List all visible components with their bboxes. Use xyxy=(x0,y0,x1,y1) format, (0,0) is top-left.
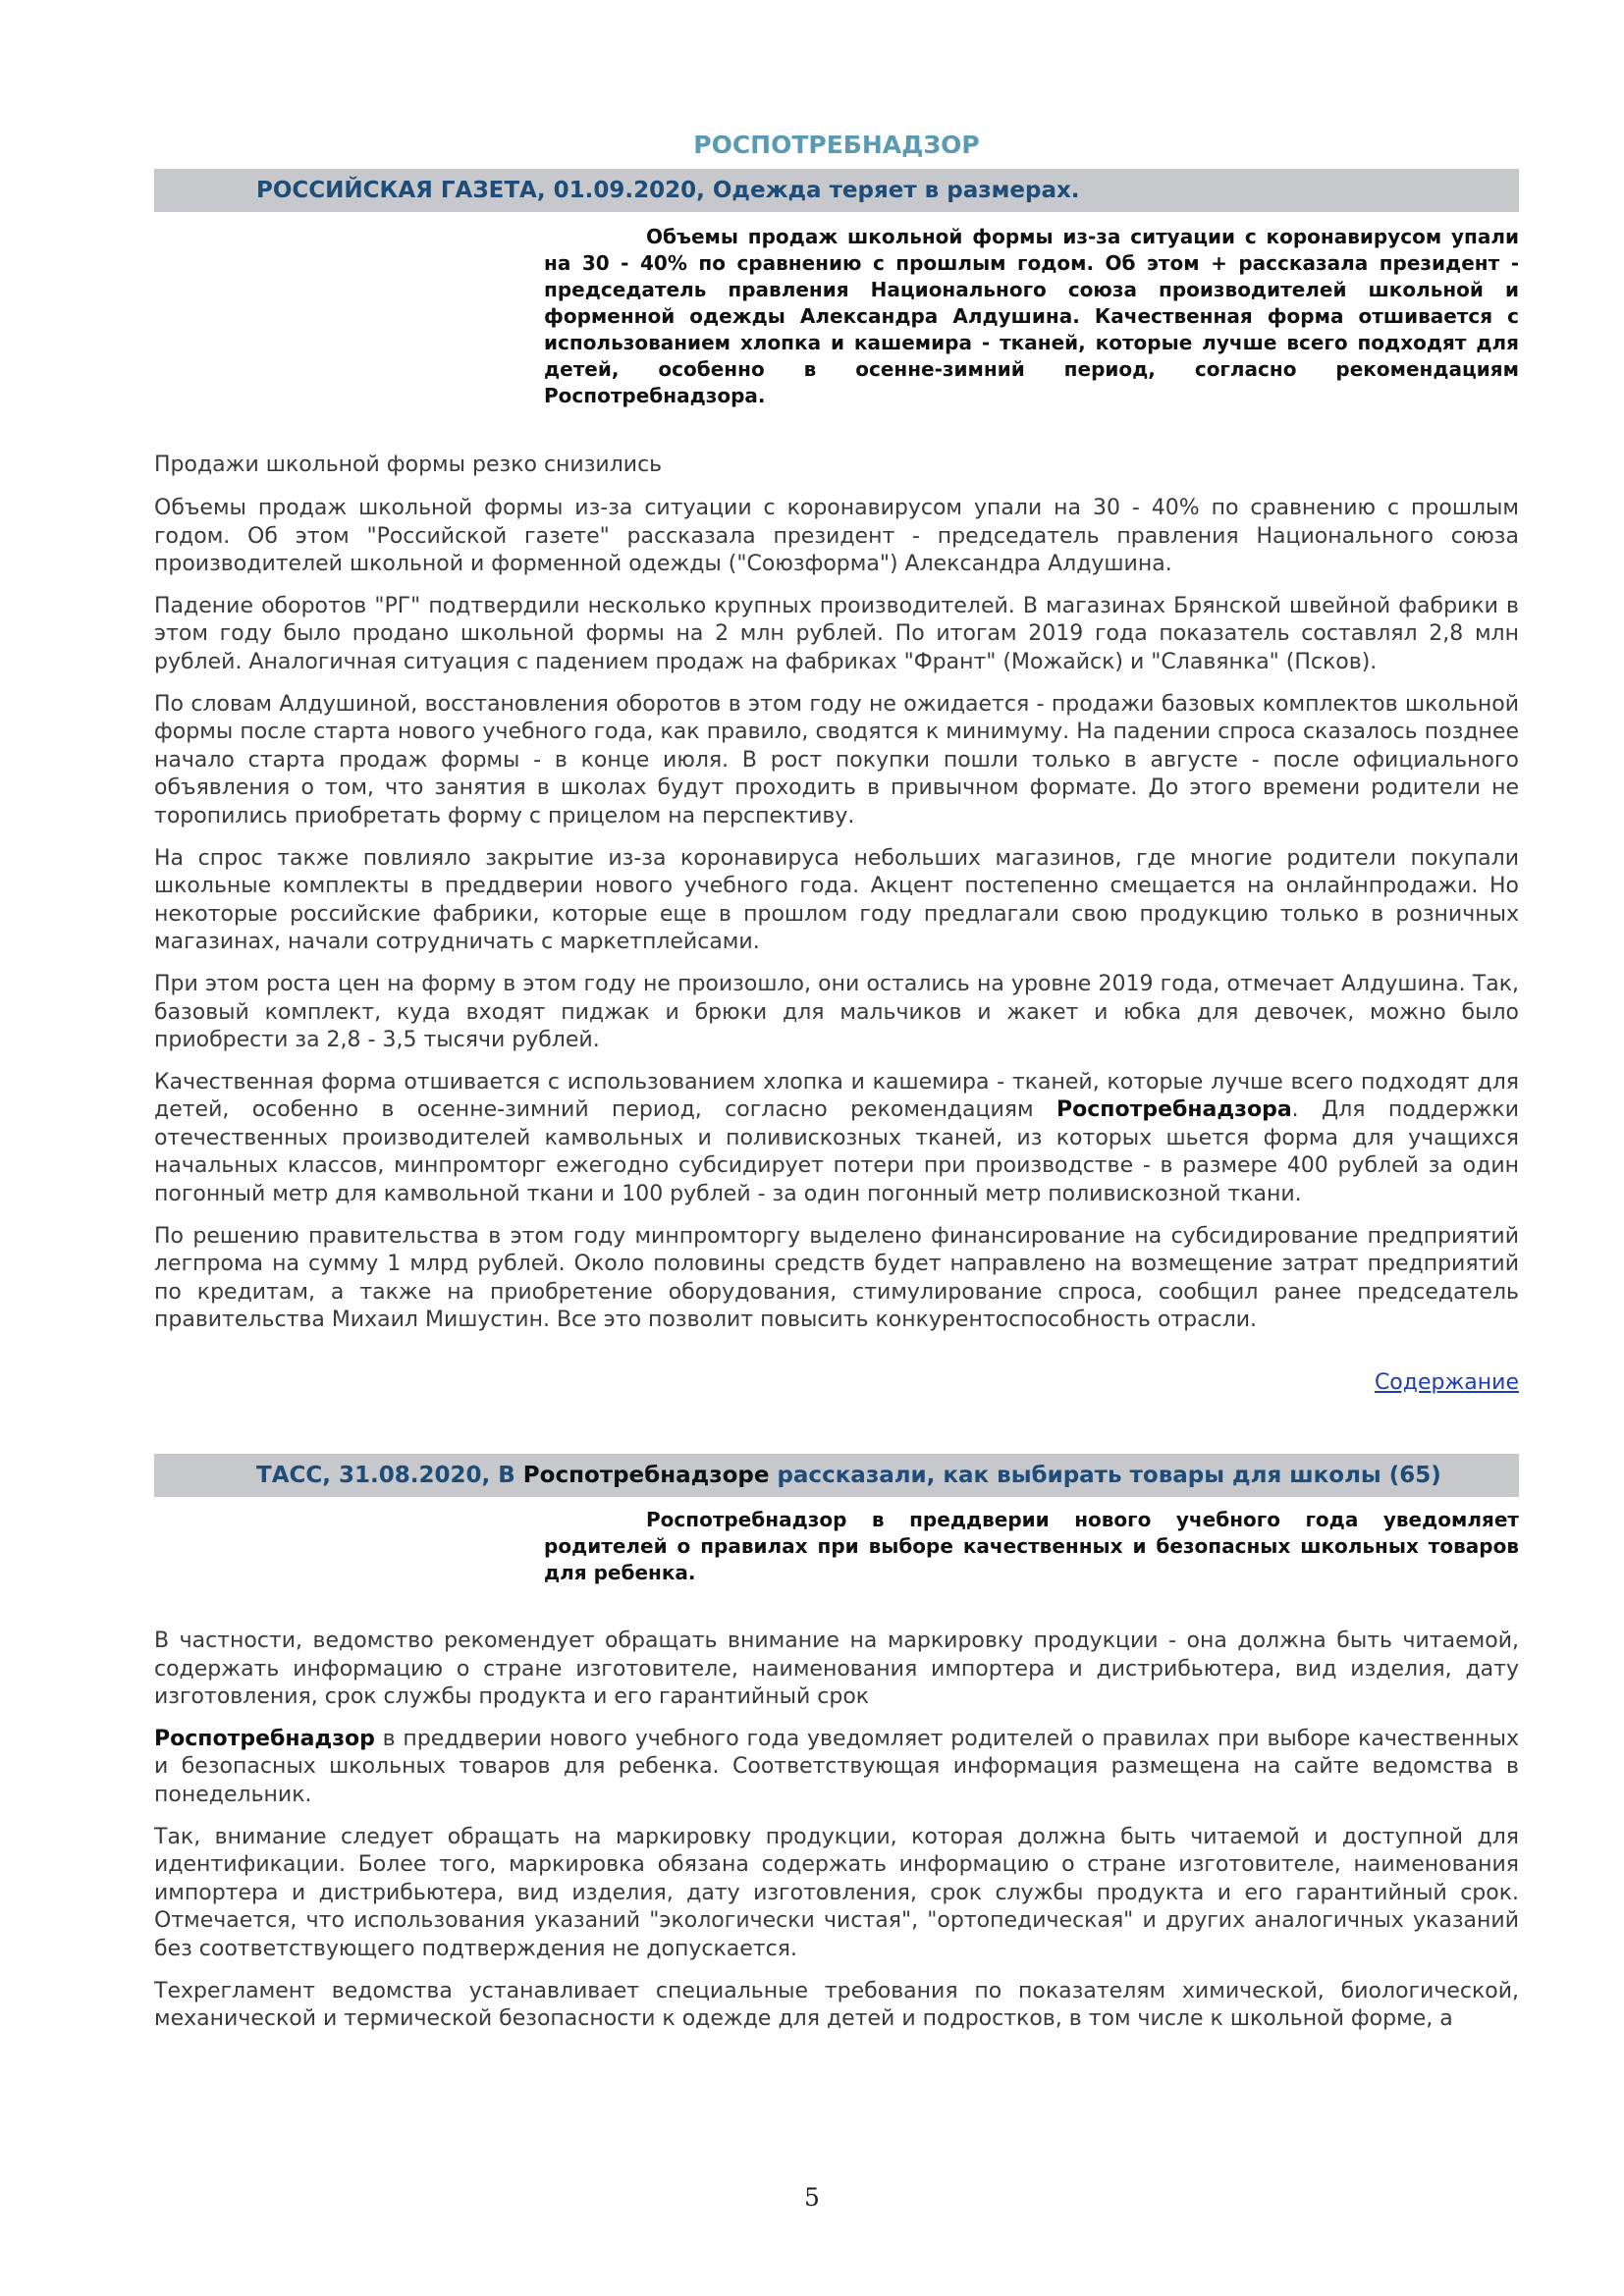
article1-lead-end: . xyxy=(757,384,766,407)
article1-lead-text: Объемы продаж школьной формы из-за ситуации с коронавирусом упали на 30 - 40% по сравнению с прошлым годом. Об этом + рассказала президент - председатель правления Национального союза производителей школьной и форменной одежды Александра Алдушина. Качественная форма отшивается с использованием хлопка и кашемира - тканей, которые лучше всего подходят для детей, особенно в осенне-зимний период, согласно рекомендациям xyxy=(544,225,1519,381)
page-number: 5 xyxy=(804,2183,820,2212)
article2-header-keyword: Роспотребнадзоре xyxy=(522,1463,770,1489)
article2-header-a: ТАСС, 31.08.2020, В xyxy=(256,1463,523,1489)
page-content xyxy=(154,126,1519,2048)
article1-header-bar xyxy=(154,169,1519,212)
article2-lead: Роспотребнадзор в преддверии нового учебного года уведомляет родителей о правилах при выборе качественных и безопасных школьных товаров для ребенка. xyxy=(544,1508,1519,1585)
article2-paragraph-2 xyxy=(154,1726,1519,1810)
article2-header-b: рассказали, как выбирать товары для школы (65) xyxy=(769,1463,1441,1489)
article1-paragraph-5: При этом роста цен на форму в этом году не произошло, они остались на уровне 2019 года, отмечает Алдушина. Так, базовый комплект, куда входят пиджак и брюки для мальчиков и жакет и юбка для девочек, можно было приобрести за 2,8 - 3,5 тысячи рублей. xyxy=(154,971,1519,1053)
toc-link-row xyxy=(154,1369,1519,1397)
article2-header-bar xyxy=(154,1454,1519,1497)
article1-p6-text-b: . Для поддержки отечественных производителей камвольных и поливискозных тканей, из которых шьется форма для учащихся начальных классов, минпромторг ежегодно субсидирует потери при производстве - в размере 400 рублей за один погонный метр для камвольной ткани и 100 рублей - за один погонный метр поливискозной ткани. xyxy=(154,1097,1519,1207)
article1-p6-keyword: Роспотребнадзора xyxy=(1056,1097,1292,1123)
article1-paragraph-3: По словам Алдушиной, восстановления оборотов в этом году не ожидается - продажи базовых комплектов школьной формы после старта нового учебного года, как правило, сводятся к минимуму. На падении спроса сказалось позднее начало старта продаж формы - в конце июля. В рост покупки пошли только в августе - после официального объявления о том, что занятия в школах будут проходить в привычном формате. До этого времени родители не торопились приобретать форму с прицелом на перспективу. xyxy=(154,691,1519,828)
article1-lead-keyword: Роспотребнадзора xyxy=(544,384,758,407)
article2-paragraph-3: Так, внимание следует обращать на маркировку продукции, которая должна быть читаемой и доступной для идентификации. Более того, маркировка обязана содержать информацию о стране изготовителе, наименования импортера и дистрибьютера, вид изделия, дату изготовления, срок службы продукта и его гарантийный срок. Отмечается, что использования указаний "экологически чистая", "ортопедическая" и других аналогичных указаний без соответствующего подтверждения не допускается. xyxy=(154,1824,1519,1961)
article2-paragraph-4: Техрегламент ведомства устанавливает специальные требования по показателям химической, биологической, механической и термической безопасности к одежде для детей и подростков, в том числе к школьной форме, а xyxy=(154,1978,1519,2032)
section-title: РОСПОТРЕБНАДЗОР xyxy=(693,131,980,159)
article1-paragraph-6 xyxy=(154,1069,1519,1209)
article1-p6-text-a: Качественная форма отшивается с использованием хлопка и кашемира - тканей, которые лучше всего подходят для детей, особенно в осенне-зимний период, согласно рекомендациям xyxy=(154,1069,1519,1123)
article2-paragraph-1: В частности, ведомство рекомендует обращать внимание на маркировку продукции - она должна быть читаемой, содержать информацию о стране изготовителе, наименования импортера и дистрибьютера, вид изделия, дату изготовления, срок службы продукта и его гарантийный срок xyxy=(154,1629,1519,1710)
article2 xyxy=(154,1454,1519,2034)
article1-paragraph-4: На спрос также повлияло закрытие из-за коронавируса небольших магазинов, где многие родители покупали школьные комплекты в преддверии нового учебного года. Акцент постепенно смещается на онлайнпродажи. Но некоторые российские фабрики, которые еще в прошлом году предлагали свою продукцию только в розничных магазинах, начали сотрудничать с маркетплейсами. xyxy=(154,845,1519,955)
article1-paragraph-2: Падение оборотов "РГ" подтвердили несколько крупных производителей. В магазинах Брянской швейной фабрики в этом году было продано школьной формы на 2 млн рублей. По итогам 2019 года показатель составлял 2,8 млн рублей. Аналогичная ситуация с падением продаж на фабриках "Франт" (Можайск) и "Славянка" (Псков). xyxy=(154,593,1519,674)
article1-subhead: Продажи школьной формы резко снизились xyxy=(154,453,663,477)
article1-lead xyxy=(544,224,1519,409)
article1-paragraph-1: Объемы продаж школьной формы из-за ситуации с коронавирусом упали на 30 - 40% по сравнению с прошлым годом. Об этом "Российской газете" рассказала президент - председатель правления Национального союза производителей школьной и форменной одежды ("Союзформа") Александра Алдушина. xyxy=(154,496,1519,577)
article1-header: РОССИЙСКАЯ ГАЗЕТА, 01.09.2020, Одежда теряет в размерах. xyxy=(256,178,1080,203)
article1-paragraph-7: По решению правительства в этом году минпромторгу выделено финансирование на субсидирование предприятий легпрома на сумму 1 млрд рублей. Около половины средств будет направлено на возмещение затрат предприятий по кредитам, а также на приобретение оборудования, стимулирование спроса, сообщил ранее председатель правительства Михаил Мишустин. Все это позволит повысить конкурентоспособность отрасли. xyxy=(154,1223,1519,1333)
article2-p2-keyword: Роспотребнадзор xyxy=(154,1726,375,1751)
article2-p2-text: в преддверии нового учебного года уведомляет родителей о правилах при выборе качественных и безопасных школьных товаров для ребенка. Соответствующая информация размещена на сайте ведомства в понедельник. xyxy=(154,1726,1519,1807)
toc-link[interactable]: Содержание xyxy=(1374,1370,1519,1396)
